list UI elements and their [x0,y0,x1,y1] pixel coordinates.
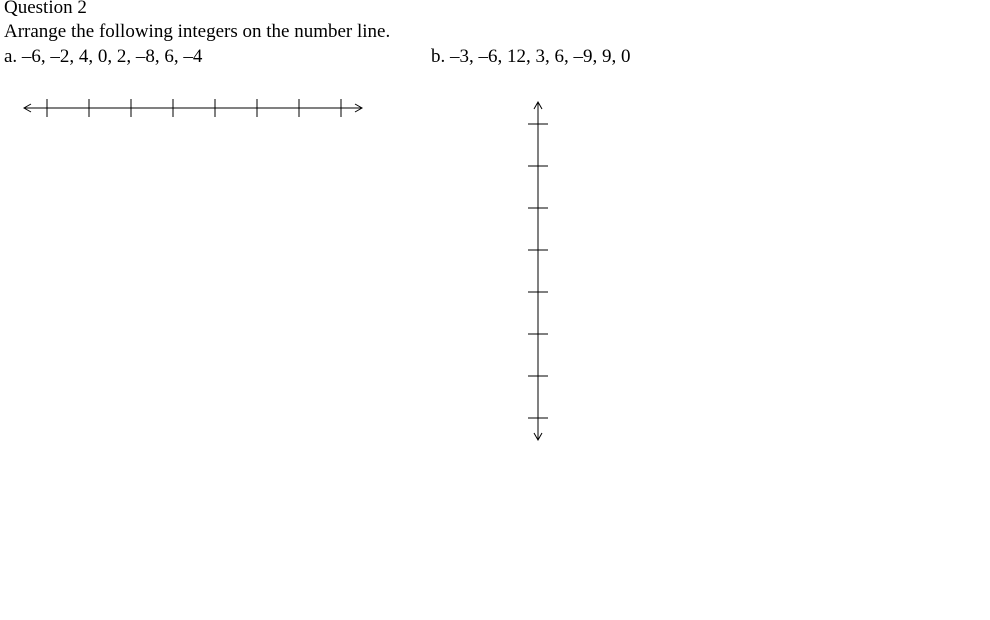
part-a-integers: a. –6, –2, 4, 0, 2, –8, 6, –4 [4,46,203,67]
vertical-number-line [528,102,548,440]
question-title: Question 2 [4,0,87,18]
part-b-integers: b. –3, –6, 12, 3, 6, –9, 9, 0 [431,46,631,67]
horizontal-number-line [24,99,362,117]
question-instruction: Arrange the following integers on the number line. [4,21,391,42]
